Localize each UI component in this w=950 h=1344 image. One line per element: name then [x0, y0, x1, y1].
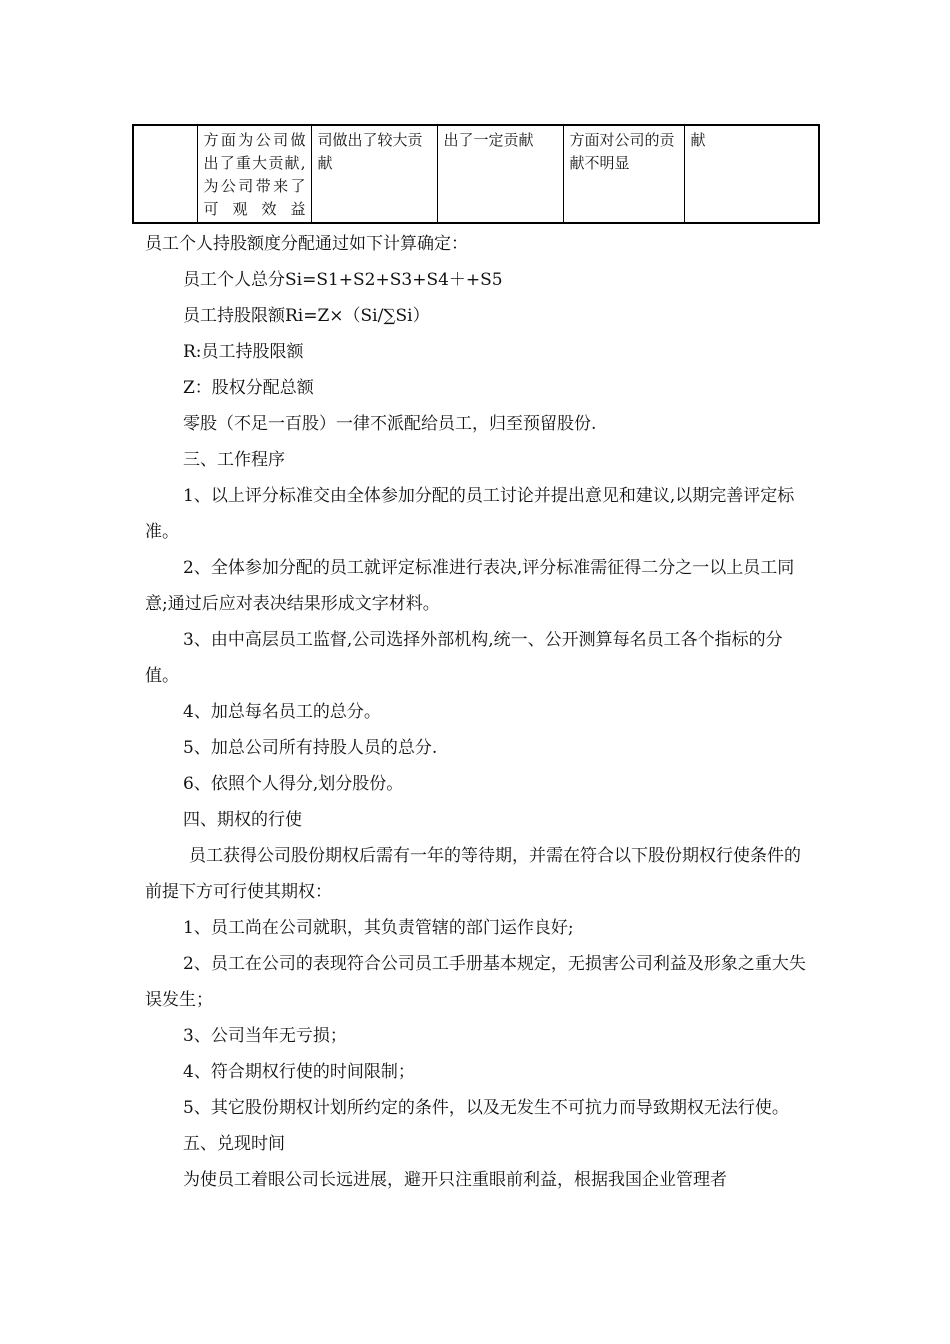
- formula-share-limit: 员工持股限额Ri=Z×（Si/∑Si）: [183, 306, 430, 326]
- section-heading: 三、工作程序: [183, 450, 285, 470]
- list-item: 4、加总每名员工的总分。: [183, 702, 381, 722]
- paragraph: 员工获得公司股份期权后需有一年的等待期，并需在符合以下股份期权行使条件的前提下方可行使其期权：: [145, 846, 801, 902]
- paragraph: 为使员工着眼公司长远进展，避开只注重眼前利益，根据我国企业管理者: [183, 1170, 727, 1190]
- paragraph: 零股（不足一百股）一律不派配给员工，归至预留股份.: [183, 414, 597, 434]
- list-item: 6、依照个人得分,划分股份。: [183, 774, 404, 794]
- list-item: 2、员工在公司的表现符合公司员工手册基本规定，无损害公司利益及形象之重大失误发生；: [145, 954, 806, 1010]
- section-heading: 五、兑现时间: [183, 1134, 285, 1154]
- paragraph: 员工个人持股额度分配通过如下计算确定：: [145, 234, 468, 254]
- criteria-table-fragment: [132, 124, 820, 224]
- table-cell: 司做出了较大贡献: [311, 125, 437, 223]
- section-heading: 四、期权的行使: [183, 810, 302, 830]
- definition-z: Z：股权分配总额: [183, 378, 314, 398]
- list-item: 5、加总公司所有持股人员的总分.: [183, 738, 438, 758]
- list-item: 3、公司当年无亏损；: [183, 1026, 347, 1046]
- definition-r: R:员工持股限额: [183, 342, 304, 362]
- table-cell: 方面为公司做出了重大贡献,为公司带来了可观效益: [197, 125, 311, 223]
- list-item: 1、以上评分标准交由全体参加分配的员工讨论并提出意见和建议,以期完善评定标准。: [145, 486, 795, 542]
- list-item: 2、全体参加分配的员工就评定标准进行表决,评分标准需征得二分之一以上员工同意;通过后应对表决结果形成文字材料。: [145, 558, 795, 614]
- table-cell: 方面对公司的贡献不明显: [563, 125, 684, 223]
- table-cell: 出了一定贡献: [437, 125, 563, 223]
- table-cell: 献: [684, 125, 819, 223]
- list-item: 4、符合期权行使的时间限制；: [183, 1062, 415, 1082]
- formula-total-score: 员工个人总分Si=S1+S2+S3+S4＋+S5: [183, 270, 503, 290]
- list-item: 1、员工尚在公司就职，其负责管辖的部门运作良好;: [183, 918, 574, 938]
- list-item: 3、由中高层员工监督,公司选择外部机构,统一、公开测算每名员工各个指标的分值。: [145, 630, 783, 686]
- table-row: [133, 125, 819, 223]
- table-cell: [133, 125, 197, 223]
- body-text: [145, 226, 809, 1198]
- list-item: 5、其它股份期权计划所约定的条件，以及无发生不可抗力而导致期权无法行使。: [183, 1098, 789, 1118]
